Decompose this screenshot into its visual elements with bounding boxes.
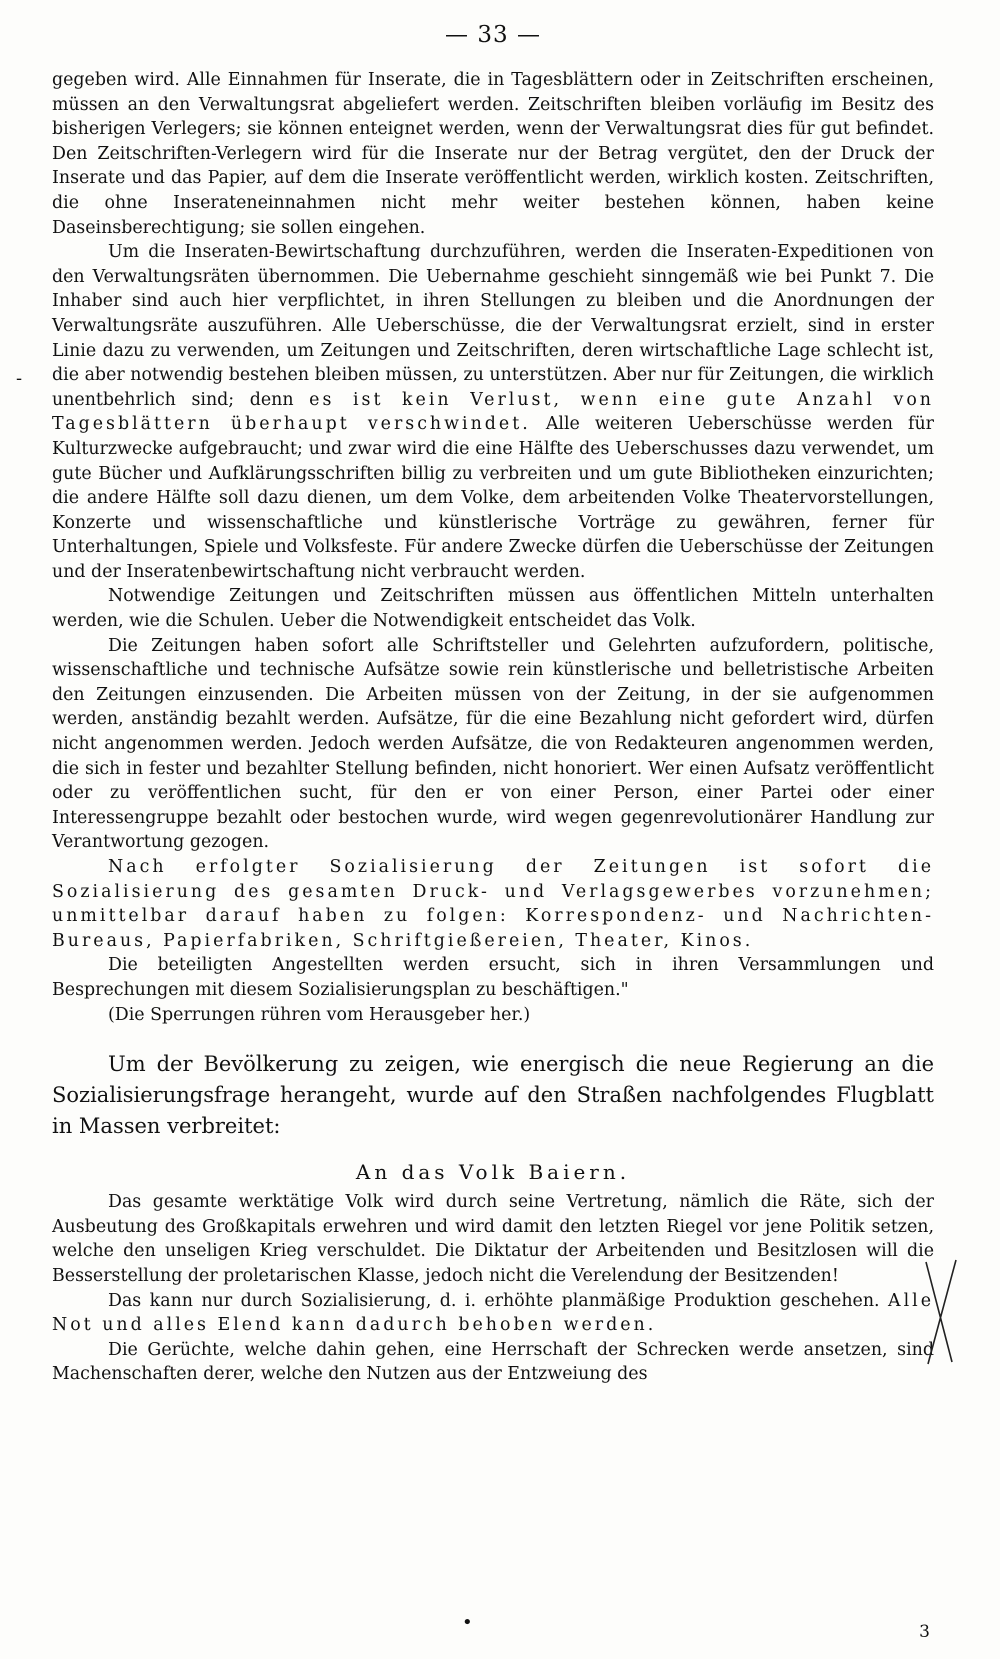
paragraph-text: (Die Sperrungen rühren vom Herausgeber her.) — [108, 1004, 531, 1025]
editor-note — [52, 1003, 934, 1028]
paragraph-inserate — [52, 68, 934, 240]
spaced-emphasis: es ist kein Verlust, wenn eine gute Anzahl von Tagesblättern überhaupt verschwindet. — [52, 389, 934, 435]
paragraph-schriftsteller — [52, 634, 934, 855]
paragraph-text: Die beteiligten Angestellten werden ersucht, sich in ihren Versammlungen und Besprechungen mit diesem Sozialisierungsplan zu beschäftigen." — [52, 955, 934, 1000]
paragraph-text: Alle weiteren Ueberschüsse werden für Kulturzwecke aufgebraucht; und zwar wird die eine Hälfte des Ueberschusses dazu verwendet, um gute Bücher und Aufklärungsschriften billig zu verbreiten und um gute Bibliotheken einzurichten; die andere Hälfte soll dazu dienen, um dem Volke, dem arbeitenden Volke Theatervorstellungen, Konzerte und wissenschaftliche und künstlerische Vorträge zu gewähren, ferner für Unterhaltungen, Spiele und Volksfeste. Für andere Zwecke dürfen die Ueberschüsse der Zeitungen und der Inseratenbewirtschaftung nicht verbraucht werden. — [52, 414, 934, 582]
margin-dash-mark: - — [16, 368, 23, 389]
paragraph-notwendige-zeitungen — [52, 584, 934, 633]
spaced-emphasis: Alle Not und alles Elend kann dadurch behoben werden. — [52, 1290, 934, 1336]
flyer-heading: An das Volk Baiern. — [355, 1160, 631, 1185]
spaced-emphasis: Nach erfolgter Sozialisierung der Zeitungen ist sofort die Sozialisierung des gesamten Druck- und Verlagsgewerbes vorzunehmen; unmittelbar darauf haben zu folgen: Korrespondenz- und Nachrichten-Bureaus, Papierfabriken, Schriftgießereien, Theater, Kinos. — [52, 857, 934, 951]
paragraph-text: Notwendige Zeitungen und Zeitschriften müssen aus öffentlichen Mitteln unterhalten werden, wie die Schulen. Ueber die Notwendigkeit entscheidet das Volk. — [52, 586, 934, 632]
flyer-paragraph — [52, 1289, 934, 1338]
paragraph-text: Das kann nur durch Sozialisierung, d. i. erhöhte planmäßige Produktion geschehen. — [108, 1290, 880, 1311]
signature-mark: 3 — [919, 1622, 930, 1642]
paragraph-text: Die Zeitungen haben sofort alle Schriftsteller und Gelehrten aufzufordern, politische, wissenschaftliche und technische Aufsätze sowie rein künstlerische und belletristische Arbeiten den Zeitungen einzusenden. Die Arbeiten müssen von der Zeitung, in der sie aufgenommen werden, anständig bezahlt werden. Aufsätze, für die eine Bezahlung nicht gefordert wird, dürfen nicht angenommen werden. Jedoch werden Aufsätze, die von Redakteuren angenommen werden, die sich in fester und bezahlter Stellung befinden, nicht honoriert. Wer einen Aufsatz veröffentlicht oder zu veröffentlichen sucht, für den er von einer Person, einer Partei oder einer Interessengruppe bezahlt oder bestochen wurde, wird wegen gegenrevolutionärer Handlung zur Verantwortung gezogen. — [52, 635, 934, 853]
paragraph-text: gegeben wird. Alle Einnahmen für Inserate, die in Tagesblättern oder in Zeitschriften erscheinen, müssen an den Verwaltungsrat abgeliefert werden. Zeitschriften bleiben vorläufig im Besitz des bisherigen Verlegers; sie können enteignet werden, wenn der Verwaltungsrat dies für gut befindet. Den Zeitschriften-Verlegern wird für die Inserate nur der Betrag vergütet, den der Druck der Inserate und das Papier, auf dem die Inserate veröffentlicht werden, wirklich kosten. Zeitschriften, die ohne Inserateneinnahmen nicht mehr weiter bestehen können, haben keine Daseinsberechtigung; sie sollen eingehen. — [52, 70, 934, 238]
paragraph-angestellte — [52, 953, 934, 1002]
page-number: — 33 — — [52, 22, 934, 48]
handwritten-cross-icon — [922, 1252, 962, 1372]
bottom-dot-mark: • — [462, 1612, 473, 1633]
paragraph-inseraten-bewirtschaftung — [52, 240, 934, 584]
flyer-paragraph: Die Gerüchte, welche dahin gehen, eine Herrschaft der Schrecken werde ansetzen, sind Machenschaften derer, welche den Nutzen aus der Entzweiung des — [52, 1339, 934, 1385]
flyer-paragraph: Das gesamte werktätige Volk wird durch seine Vertretung, nämlich die Räte, sich der Ausbeutung des Großkapitals erwehren und wird damit den letzten Riegel vor jene Politik setzen, welche den unseligen Krieg verschuldet. Die Diktatur der Arbeitenden und Besitzlosen will die Besserstellung der proletarischen Klasse, jedoch nicht die Verelendung der Besitzenden! — [52, 1192, 934, 1286]
paragraph-sozialisierung-druck — [52, 855, 934, 953]
paragraph-text: Um die Inseraten-Bewirtschaftung durchzuführen, werden die Inseraten-Expeditionen von den Verwaltungsräten übernommen. Die Uebernahme geschieht sinngemäß wie bei Punkt 7. Die Inhaber sind auch hier verpflichtet, in ihren Stellungen zu bleiben und die Anordnungen der Verwaltungsräte auszuführen. Alle Ueberschüsse, die der Verwaltungsrat erzielt, sind in erster Linie dazu zu verwenden, um Zeitungen und Zeitschriften, deren wirtschaftliche Lage schlecht ist, die aber notwendig bestehen bleiben müssen, zu unterstützen. Aber nur für Zeitungen, die wirklich unentbehrlich sind; denn — [52, 242, 934, 410]
intro-paragraph: Um der Bevölkerung zu zeigen, wie energisch die neue Regierung an die Sozialisierungsfrage herangeht, wurde auf den Straßen nachfolgendes Flugblatt in Massen verbreitet: — [52, 1052, 934, 1139]
